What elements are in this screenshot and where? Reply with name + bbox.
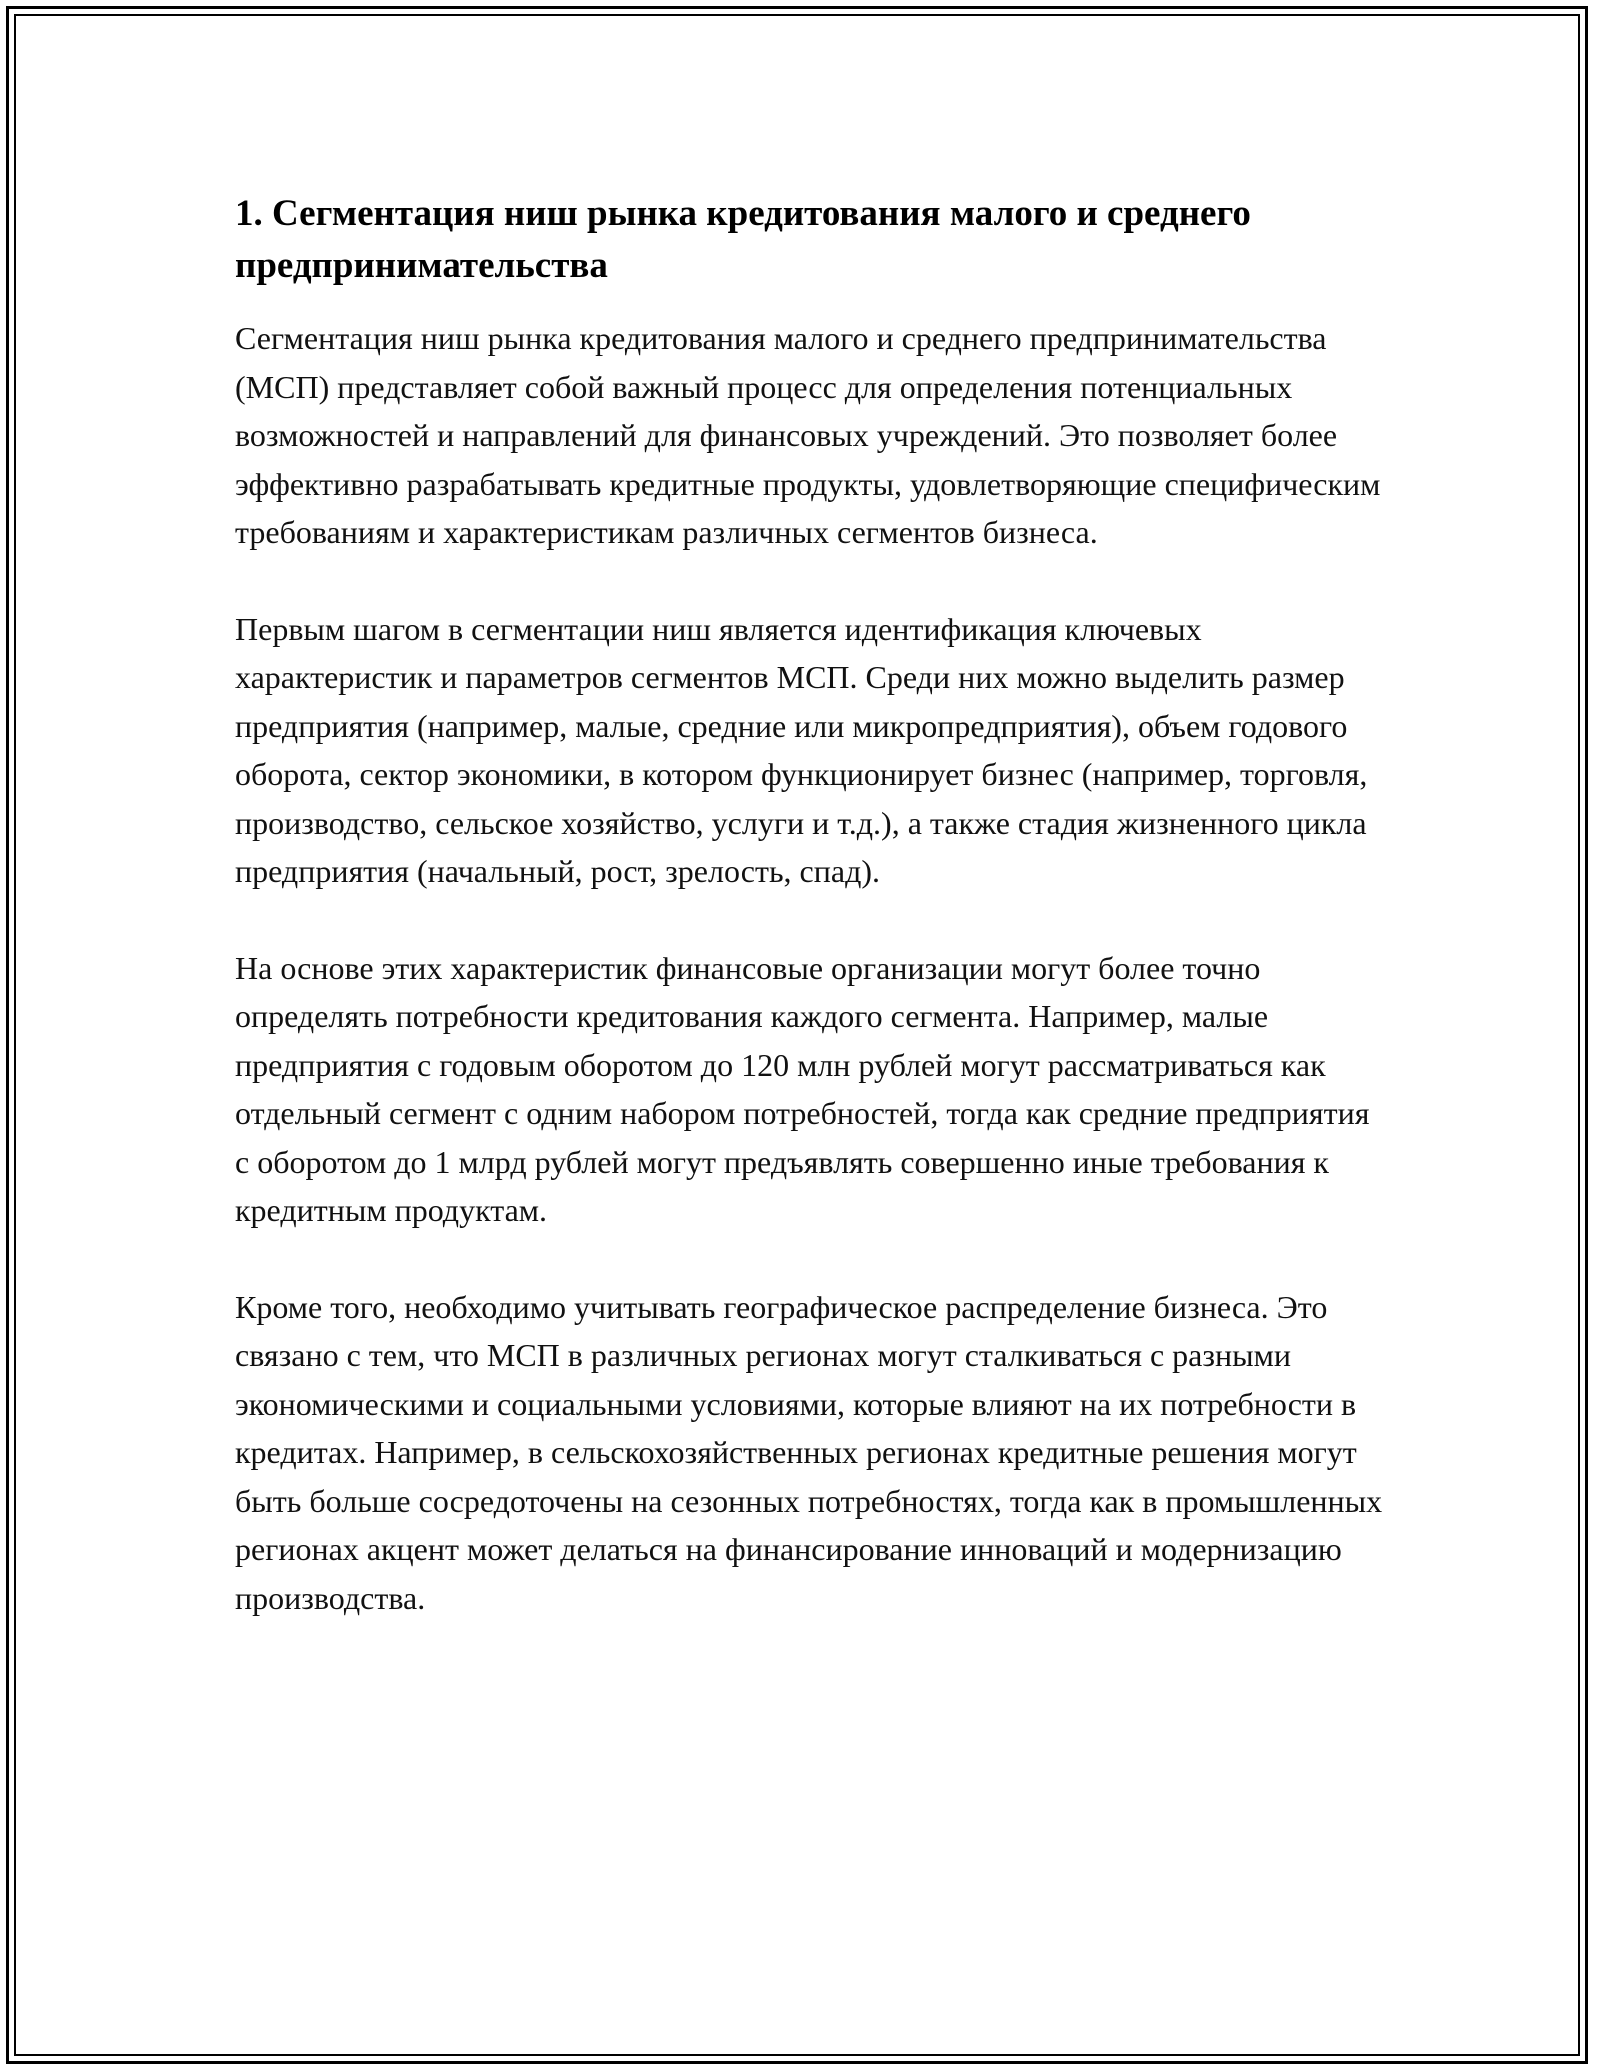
section-heading: 1. Сегментация ниш рынка кредитования малого и среднего предпринимательства: [235, 193, 1251, 286]
paragraph-3: На основе этих характеристик финансовые организации могут более точно определять потребности кредитования каждого сегмента. Например, малые предприятия с годовым оборотом до 120 млн рублей могут рассматриваться как отдельный сегмент с одним набором потребностей, тогда как средние предприятия с оборотом до 1 млрд рублей могут предъявлять совершенно иные требования к кредитным продуктам.: [235, 949, 1370, 1228]
paragraph-2: Первым шагом в сегментации ниш является идентификация ключевых характеристик и параметров сегментов МСП. Среди них можно выделить размер предприятия (например, малые, средние или микропредприятия), объем годового оборота, сектор экономики, в котором функционирует бизнес (например, торговля, производство, сельское хозяйство, услуги и т.д.), а также стадия жизненного цикла предприятия (начальный, рост, зрелость, спад).: [235, 610, 1368, 889]
paragraph-1: Сегментация ниш рынка кредитования малого и среднего предпринимательства (МСП) представляет собой важный процесс для определения потенциальных возможностей и направлений для финансовых учреждений. Это позволяет более эффективно разрабатывать кредитные продукты, удовлетворяющие специфическим требованиям и характеристикам различных сегментов бизнеса.: [235, 320, 1381, 550]
document-body: [235, 188, 1385, 1670]
paragraph-4: Кроме того, необходимо учитывать географическое распределение бизнеса. Это связано с тем, что МСП в различных регионах могут сталкиваться с разными экономическими и социальными условиями, которые влияют на их потребности в кредитах. Например, в сельскохозяйственных регионах кредитные решения могут быть больше сосредоточены на сезонных потребностях, тогда как в промышленных регионах акцент может делаться на финансирование инноваций и модернизацию производства.: [235, 1288, 1383, 1616]
